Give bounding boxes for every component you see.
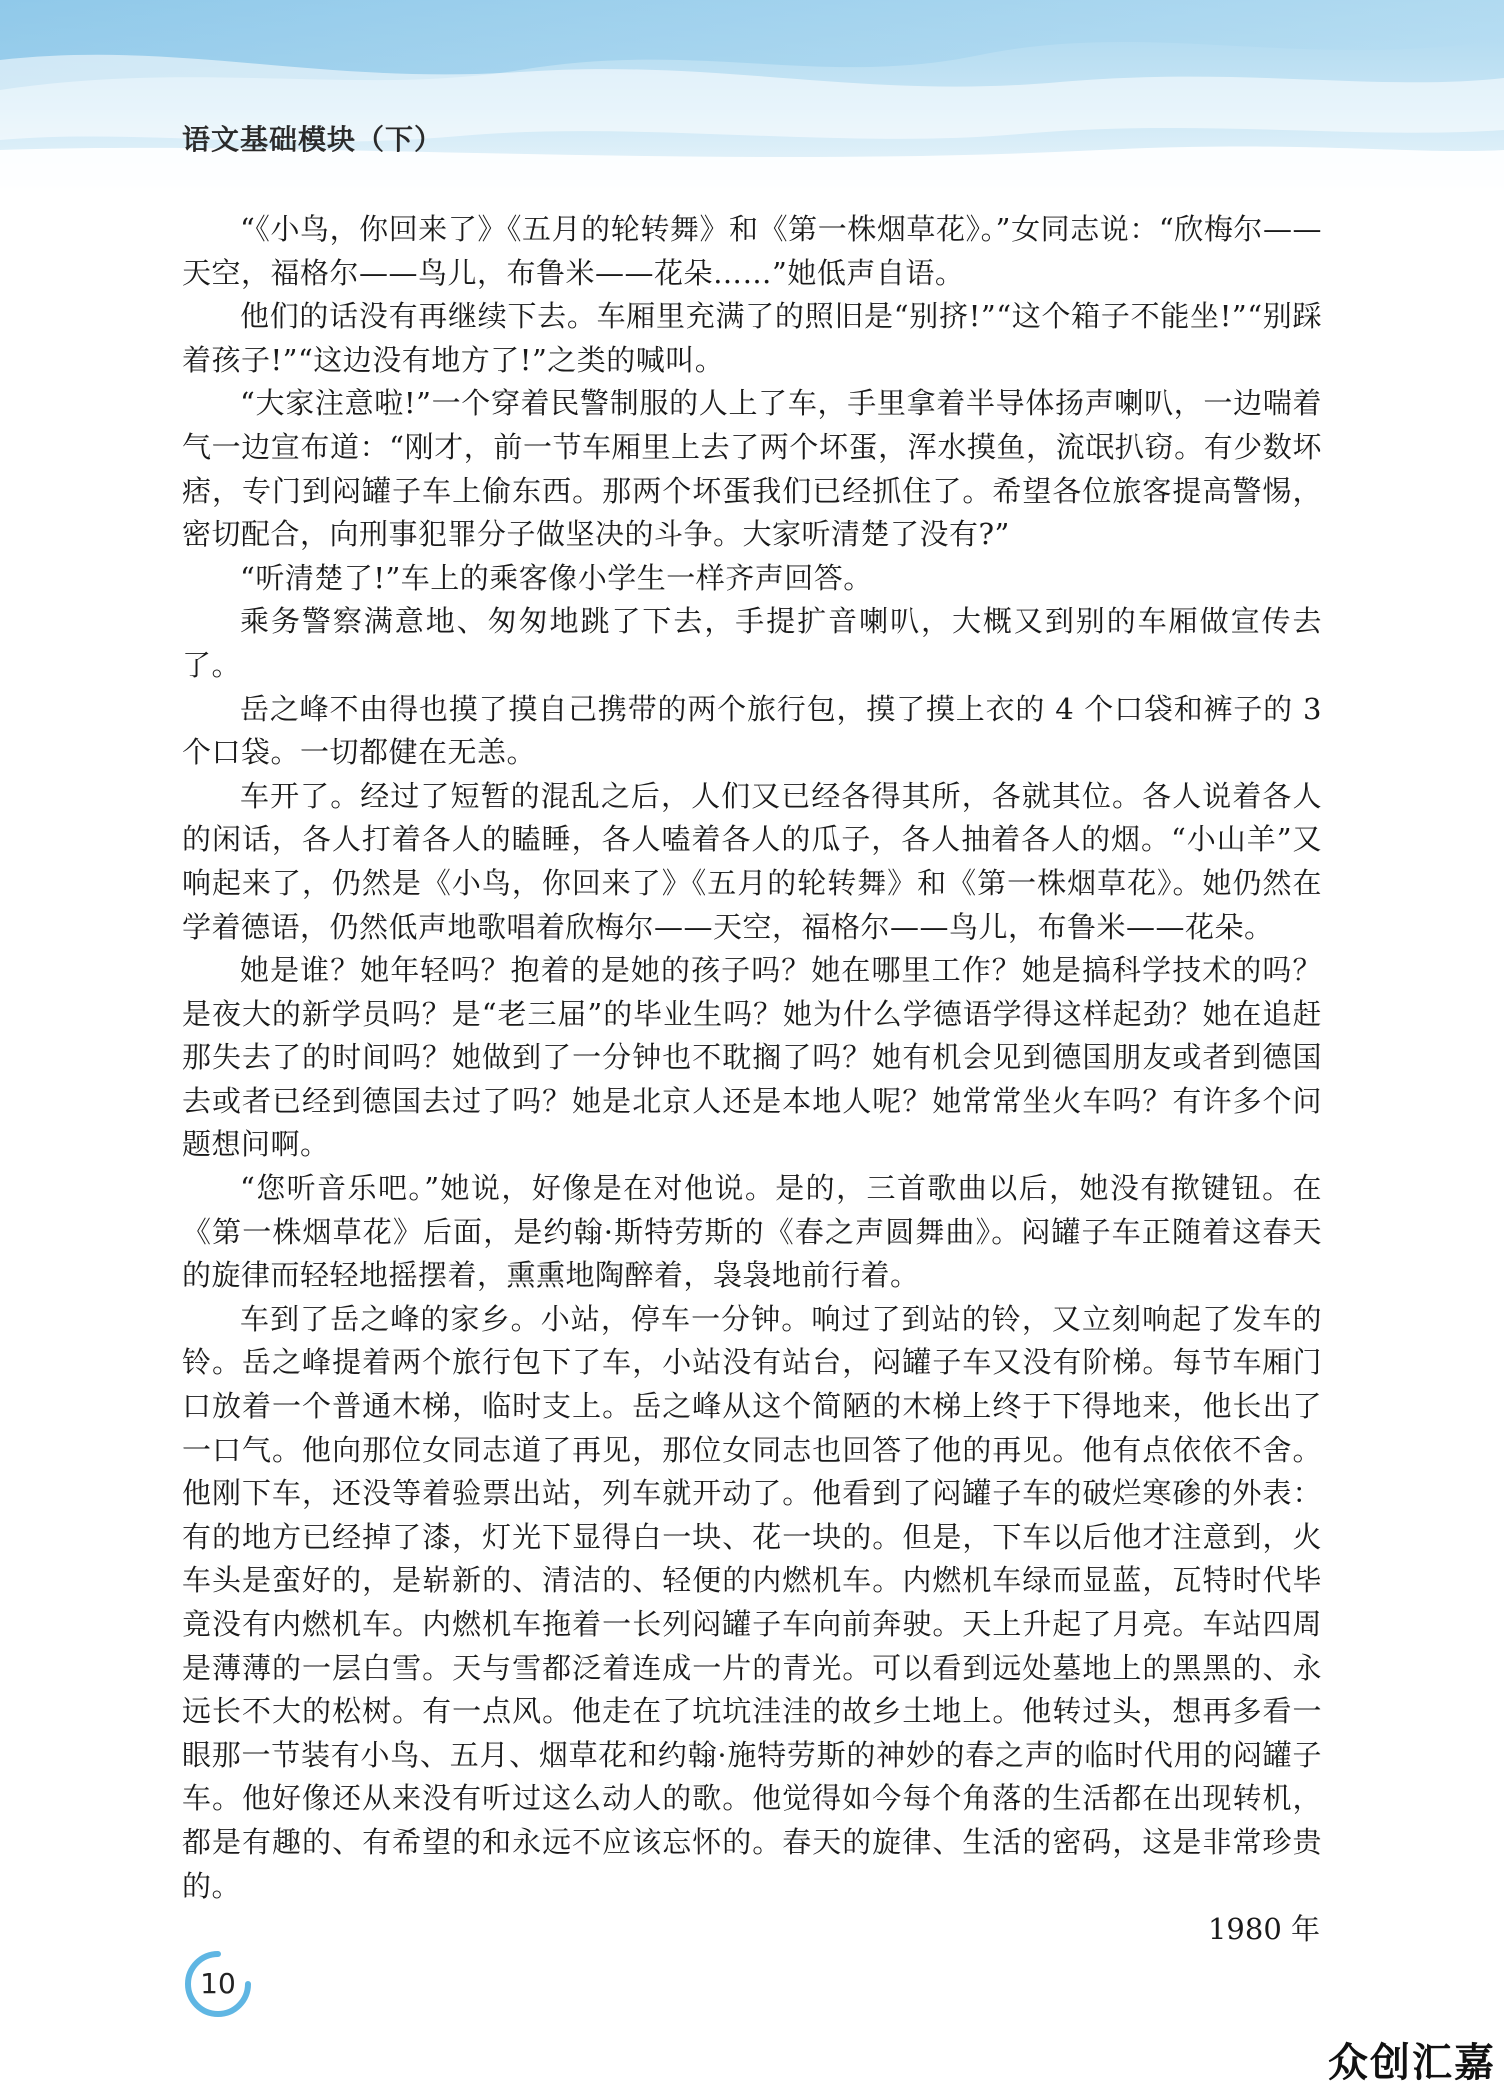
paragraph: 岳之峰不由得也摸了摸自己携带的两个旅行包，摸了摸上衣的 4 个口袋和裤子的 3 个口袋。一切都健在无恙。 [182,691,1322,770]
paragraph: “大家注意啦!”一个穿着民警制服的人上了车，手里拿着半导体扬声喇叭，一边喘着气一边宣布道：“刚才，前一节车厢里上去了两个坏蛋，浑水摸鱼，流氓扒窃。有少数坏痞，专门到闷罐子车上偷东西。那两个坏蛋我们已经抓住了。希望各位旅客提高警惕，密切配合，向刑事犯罪分子做坚决的斗争。大家听清楚了没有?” [182,386,1322,552]
paragraph: 车开了。经过了短暂的混乱之后，人们又已经各得其所，各就其位。各人说着各人的闲话，各人打着各人的瞌睡，各人嗑着各人的瓜子，各人抽着各人的烟。“小山羊”又响起来了，仍然是《小鸟，你回来了》《五月的轮转舞》和《第一株烟草花》。她仍然在学着德语，仍然低声地歌唱着欣梅尔——天空，福格尔——鸟儿，布鲁米——花朵。 [182,778,1322,944]
book-title: 语文基础模块（下） [182,123,444,156]
page-number: 10 [200,1967,236,2000]
sky-banner-graphic [0,0,1504,190]
page-header [0,0,1504,190]
article-date: 1980 年 [1207,1912,1320,1947]
paragraph: 车到了岳之峰的家乡。小站，停车一分钟。响过了到站的铃，又立刻响起了发车的铃。岳之峰提着两个旅行包下了车，小站没有站台，闷罐子车又没有阶梯。每节车厢门口放着一个普通木梯，临时支上。岳之峰从这个简陋的木梯上终于下得地来，他长出了一口气。他向那位女同志道了再见，那位女同志也回答了他的再见。他有点依依不舍。他刚下车，还没等着验票出站，列车就开动了。他看到了闷罐子车的破烂寒碜的外表：有的地方已经掉了漆，灯光下显得白一块、花一块的。但是，下车以后他才注意到，火车头是蛮好的，是崭新的、清洁的、轻便的内燃机车。内燃机车绿而显蓝，瓦特时代毕竟没有内燃机车。内燃机车拖着一长列闷罐子车向前奔驶。天上升起了月亮。车站四周是薄薄的一层白雪。天与雪都泛着连成一片的青光。可以看到远处墓地上的黑黑的、永远长不大的松树。有一点风。他走在了坑坑洼洼的故乡土地上。他转过头，想再多看一眼那一节装有小鸟、五月、烟草花和约翰·施特劳斯的神妙的春之声的临时代用的闷罐子车。他好像还从来没有听过这么动人的歌。他觉得如今每个角落的生活都在出现转机，都是有趣的、有希望的和永远不应该忘怀的。春天的旋律、生活的密码，这是非常珍贵的。 [182,1301,1322,1903]
watermark-text: 众创汇嘉 [1328,2040,1496,2086]
page-number-badge [182,1948,254,2020]
paragraph: 乘务警察满意地、匆匆地跳了下去，手提扩音喇叭，大概又到别的车厢做宣传去了。 [182,604,1322,682]
paragraph: 她是谁？她年轻吗？抱着的是她的孩子吗？她在哪里工作？她是搞科学技术的吗？是夜大的新学员吗？是“老三届”的毕业生吗？她为什么学德语学得这样起劲？她在追赶那失去了的时间吗？她做到了一分钟也不耽搁了吗？她有机会见到德国朋友或者到德国去或者已经到德国去过了吗？她是北京人还是本地人呢？她常常坐火车吗？有许多个问题想问啊。 [182,953,1322,1162]
paragraph: “您听音乐吧。”她说，好像是在对他说。是的，三首歌曲以后，她没有揿键钮。在《第一株烟草花》后面，是约翰·斯特劳斯的《春之声圆舞曲》。闷罐子车正随着这春天的旋律而轻轻地摇摆着，熏熏地陶醉着，袅袅地前行着。 [182,1171,1322,1293]
paragraph: 他们的话没有再继续下去。车厢里充满了的照旧是“别挤!”“这个箱子不能坐!”“别踩着孩子!”“这边没有地方了!”之类的喊叫。 [182,299,1322,377]
paragraph: “《小鸟，你回来了》《五月的轮转舞》和《第一株烟草花》。”女同志说：“欣梅尔——天空，福格尔——鸟儿，布鲁米——花朵……”她低声自语。 [182,212,1322,290]
article-body [182,208,1322,1952]
paragraph: “听清楚了!”车上的乘客像小学生一样齐声回答。 [240,560,873,595]
